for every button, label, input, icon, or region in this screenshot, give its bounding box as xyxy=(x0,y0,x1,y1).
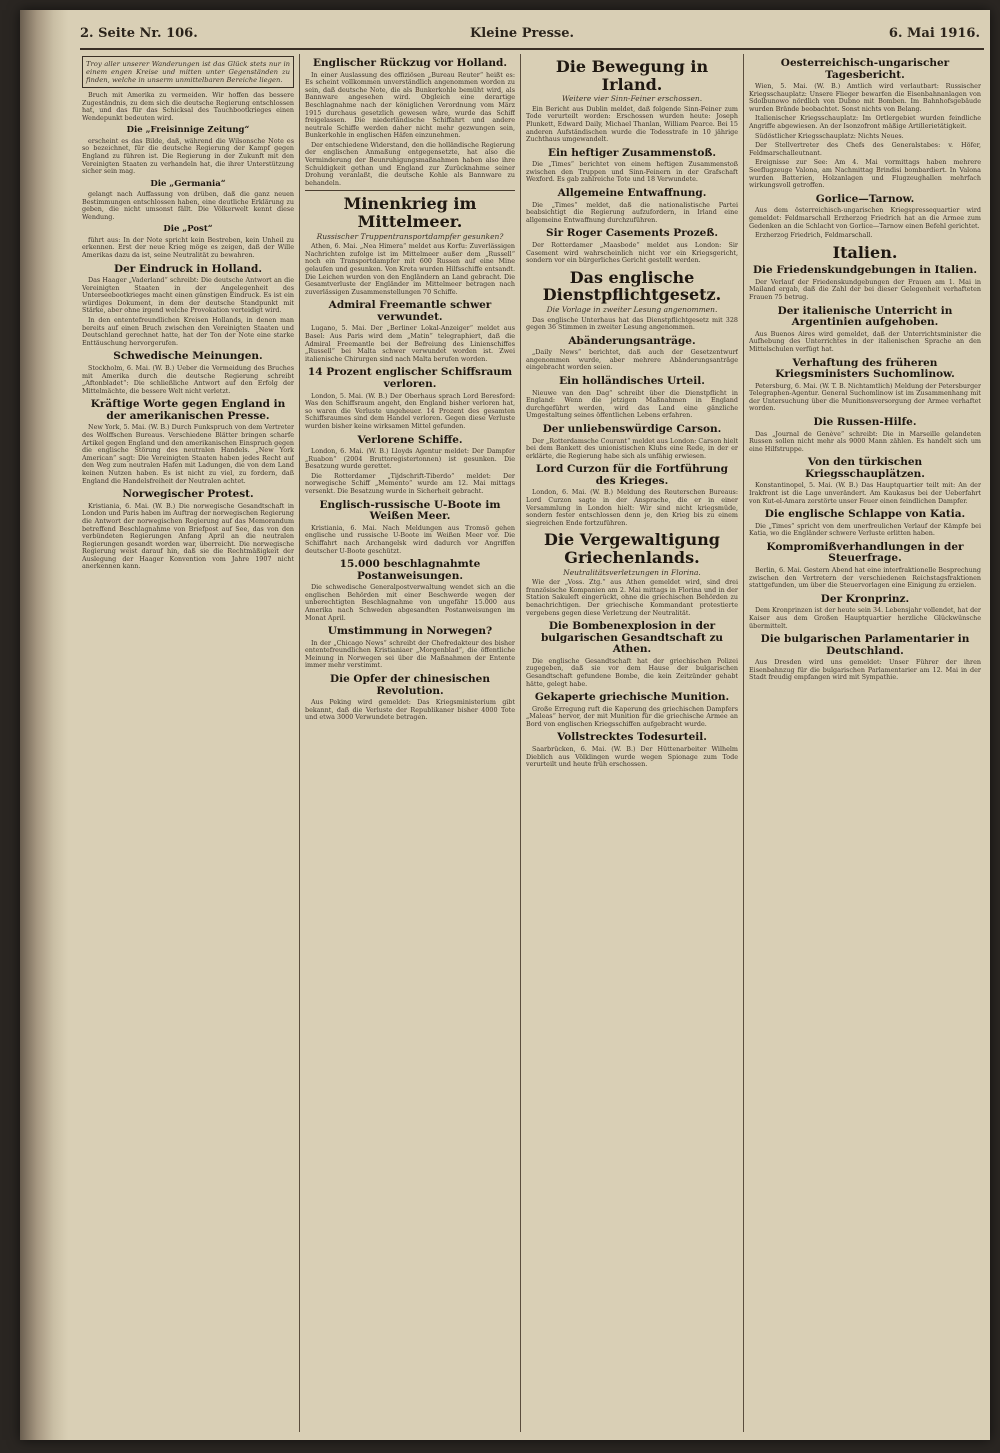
article-headline: Die Russen-Hilfe. xyxy=(813,416,917,428)
article-paragraph: Wie der „Voss. Ztg.“ aus Athen gemeldet wird, sind drei französische Kompanien am 2. Mai mittags in Florina und in der Station Sakuleft eingerückt, ohne die griechischen Behörden zu benachrichtigen. Der griechische Kommandant protestierte vergebens gegen diese Verletzung der Neutralität. xyxy=(526,578,738,617)
page-binding xyxy=(20,10,68,1440)
issue-date: 6. Mai 1916. xyxy=(888,26,980,41)
article-headline: Umstimmung in Norwegen? xyxy=(327,625,493,638)
article-paragraph: Der „Rotterdamsche Courant“ meldet aus London: Carson hielt bei dem Bankett des unionistischen Klubs eine Rede, in der er erklärte, die Regierung habe sich als unfähig erwiesen. xyxy=(526,436,738,460)
article-paragraph: Das Haager „Vaderland“ schreibt: Die deutsche Antwort an die Vereinigten Staaten in der Angelegenheit des Unterseebootkrieges macht einen günstigen Eindruck. Es ist ein würdiges Dokument, in dem der deutsche Standpunkt mit Stärke, aber ohne irgend welche Provokation verteidigt wird. xyxy=(82,276,294,315)
article-paragraph: Das englische Unterhaus hat das Dienstpflichtgesetz mit 328 gegen 36 Stimmen in zweiter Lesung angenommen. xyxy=(526,315,738,332)
article-paragraph: Die englische Gesandtschaft hat der griechischen Polizei zugegeben, daß sie vor dem Hause der bulgarischen Gesandtschaft gefundene Bombe, die kein Zeitzünder gehabt hätte, gelegt habe. xyxy=(526,656,738,688)
article-paragraph: London, 5. Mai. (W. B.) Der Oberhaus sprach Lord Beresford: Was den Schiffsraum angeht, den England bisher verloren hat, so waren die Verluste ungeheuer. 14 Prozent des gesamten Schiffsraumes sind dem Handel verloren. Gegen diese Verluste wurden bisher keine wirksamen Mittel gefunden. xyxy=(305,391,515,430)
article-headline: Ein holländisches Urteil. xyxy=(559,375,705,388)
article-paragraph: In der „Chicago News“ schreibt der Chefredakteur des bisher ententefreundlichen Kristianiaer „Morgenblad“, die öffentliche Meinung in Norwegen sei über die Maßnahmen der Entente immer mehr verstimmt. xyxy=(305,638,515,670)
article-paragraph: Die schwedische Generalpostverwaltung wendet sich an die englischen Behörden mit einer Beschwerde wegen der unberechtigten Beschlagnahme von ungefähr 15.000 aus Amerika nach Schweden abgesandten Postanweisungen im Monat April. xyxy=(305,583,515,622)
article-paragraph: Aus Dresden wird uns gemeldet: Unser Führer der ihren Eisenbahnzug für die bulgarischen Parlamentarier am 12. Mai in der Stadt freudig empfangen wird mit Sympathie. xyxy=(749,658,981,682)
article-headline: Lord Curzon für die Fortführung des Krieges. xyxy=(536,463,728,487)
article-paragraph: New York, 5. Mai. (W. B.) Durch Funkspruch von dem Vertreter des Wolffschen Bureaus. Verschiedene Blätter bringen scharfe Artikel gegen England und den amerikanischen Einspruch gegen die englische Störung des neutralen Handels. „New York American“ sagt: Die Vereinigten Staaten haben jedes Recht auf den Weg zum neutralen Hafen mit Ladungen, die von dem Land keinen Nutzen haben. Es ist nicht zu viel, zu fordern, daß England die Handelsfreiheit der Neutralen achtet. xyxy=(82,423,294,485)
article-paragraph: Kristiania, 6. Mai. Nach Meldungen aus Tromsö gehen englische und russische U-Boote im Weißen Meer vor. Die Schiffahrt nach Archangelsk wird dadurch vor Angriffen deutscher U-Boote geschützt. xyxy=(305,523,515,555)
article-headline: Allgemeine Entwaffnung. xyxy=(557,187,707,200)
article-headline: 15.000 beschlagnahmte Postanweisungen. xyxy=(339,558,481,582)
article-paragraph: In den ententefreundlichen Kreisen Hollands, in denen man bereits auf einen Bruch zwischen den Vereinigten Staaten und Deutschland gerechnet hatte, hat der Ton der Note eine starke Enttäuschung hervorgerufen. xyxy=(82,316,294,347)
article-paragraph: Ereignisse zur See: Am 4. Mai vormittags haben mehrere Seeflugzeuge Valona, am Nachmittag Brindisi bombardiert. In Valona wurden Batterien, Holzanlagen und Flugzeughallen mehrfach wirkungsvoll getroffen. xyxy=(749,158,981,190)
article-paragraph: Bruch mit Amerika zu vermeiden. Wir hoffen das bessere Zugeständnis, zu dem sich die deutsche Regierung entschlossen hat, und das für das Schicksal des Tauchbootkrieges einen Wendepunkt bedeuten wird. xyxy=(82,91,294,122)
article-paragraph: Wien, 5. Mai. (W. B.) Amtlich wird verlautbart: Russischer Kriegsschauplatz: Unsere Flieger bewarfen die Eisenbahnanlagen von Sdolbunowo nördlich von Dubno mit Bomben. Im Bahnhofsgebäude wurden Brände beobachtet. Sonst nichts von Belang. xyxy=(749,82,981,113)
section-rule xyxy=(305,190,515,191)
article-paragraph: Der Rotterdamer „Maasbode“ meldet aus London: Sir Casement wird wahrscheinlich nicht vor ein Kriegsgericht, sondern vor ein bürgerliches Gericht gestellt werden. xyxy=(526,240,738,265)
article-headline: Der unliebenswürdige Carson. xyxy=(542,422,722,435)
article-paragraph: Erzherzog Friedrich, Feldmarschall. xyxy=(755,231,873,240)
article-headline: Die Vergewaltigung Griechenlands. xyxy=(544,530,720,567)
article-headline: Die „Freisinnige Zeitung“ xyxy=(126,125,250,136)
article-paragraph: Große Erregung ruft die Kaperung des griechischen Dampfers „Maleas“ hervor, der mit Munition für die griechische Armee an Bord von englischen Kriegsschiffen aufgebracht wurde. xyxy=(526,704,738,728)
article-paragraph: Konstantinopel, 5. Mai. (W. B.) Das Hauptquartier teilt mit: An der Irakfront ist die Lage unverändert. Am Kaukasus bei der Ueberfahrt von Kut-el-Amara zerstörte unser Feuer einen feindlichen Dampfer. xyxy=(749,481,981,505)
article-paragraph: Berlin, 6. Mai. Gestern Abend hat eine interfraktionelle Besprechung zwischen den Vertretern der verschiedenen Reichstagsfraktionen stattgefunden, um über die Steuervorlagen eine Einigung zu erzielen. xyxy=(749,566,981,590)
article-headline: Die „Germania“ xyxy=(150,178,226,189)
article-headline: Die bulgarischen Parlamentarier in Deutschland. xyxy=(760,633,970,657)
article-paragraph: Athen, 6. Mai. „Nea Himera“ meldet aus Korfu: Zuverlässigen Nachrichten zufolge ist im Mittelmeer außer dem „Russell“ noch ein Transportdampfer mit 600 Russen auf eine Mine gelaufen und gesunken. Von Kreta wurden Hilfsschiffe entsandt. Die Leichen wurden von den Engländern an Land gebracht. Die Gesamtverluste der Engländer im Mittelmeer betragen nach zuverlässigen Zusammenstellungen 70 Schiffe. xyxy=(305,242,515,296)
article-headline: Die Opfer der chinesischen Revolution. xyxy=(330,673,490,697)
article-paragraph: London, 6. Mai. (W. B.) Meldung des Reuterschen Bureaus: Lord Curzon sagte in der Ansprache, die er in einer Versammlung in London hielt: Wir sind nicht kriegsmüde, sondern fester entschlossen denn je, den Krieg bis zu einem siegreichen Ende fortzuführen. xyxy=(526,488,738,527)
article-paragraph: Die Rotterdamer „Tijdschrift-Tiberdo“ meldet: Der norwegische Schiff „Memento“ wurde am 12. Mai mittags versenkt. Die Besatzung wurde in Sicherheit gebracht. xyxy=(305,471,515,496)
article-paragraph: Die „Times“ spricht von dem unerfreulichen Verlauf der Kämpfe bei Katia, wo die Engländer schwere Verluste erlitten haben. xyxy=(749,521,981,538)
article-headline: Verlorene Schiffe. xyxy=(357,433,463,446)
article-headline: Die „Post“ xyxy=(163,224,213,235)
column-1 xyxy=(82,54,294,1432)
article-subheadline: Neutralitätsverletzungen in Florina. xyxy=(563,567,701,577)
article-headline: Kräftige Worte gegen England in der amerikanischen Presse. xyxy=(90,398,286,422)
column-divider xyxy=(520,54,521,1432)
article-paragraph: Stockholm, 6. Mai. (W. B.) Ueber die Vermeidung des Bruches mit Amerika durch die deutsche Regierung schreibt „Aftonbladet“: Die schließliche Antwort auf den Erfolg der Mittelmächte, die bessere Welt nicht verletzt. xyxy=(82,363,294,395)
article-headline: Abänderungsanträge. xyxy=(568,334,696,347)
article-paragraph: Petersburg, 6. Mai. (W. T. B. Nichtamtlich) Meldung der Petersburger Telegraphen-Agentur. General Suchomlinow ist im Zusammenhang mit der Untersuchung über die Munitionsversorgung der Armee verhaftet worden. xyxy=(749,381,981,413)
column-4 xyxy=(749,54,981,1432)
article-paragraph: Der Stellvertreter des Chefs des Generalstabes: v. Höfer, Feldmarschalleutnant. xyxy=(749,141,981,157)
article-headline: Gorlice—Tarnow. xyxy=(815,192,915,205)
article-paragraph: Der Verlauf der Friedenskundgebungen der Frauen am 1. Mai in Mailand ergab, daß die Zahl der bei dieser Gelegenheit verhafteten Frauen 75 betrug. xyxy=(749,277,981,302)
article-paragraph: Nieuwe van den Dag“ schreibt über die Dienstpflicht in England: Wenn die jetzigen Maßnahmen in England durchgeführt werden, wird das Land eine gänzliche Umgestaltung seines öffentlichen Lebens erfahren. xyxy=(526,388,738,420)
article-paragraph: Ein Bericht aus Dublin meldet, daß folgende Sinn-Feiner zum Tode verurteilt worden: Erschossen wurden heute: Joseph Plunkett, Edward Daily, Michael Thanlan, William Pearce. Bei 15 anderen Aufständischen wurde die Todesstrafe in 10 jährige Zuchthaus umgewandelt. xyxy=(526,104,738,144)
article-headline: Norwegischer Protest. xyxy=(122,488,254,501)
article-paragraph: Aus Peking wird gemeldet: Das Kriegsministerium gibt bekannt, daß die Verluste der Republikaner bisher 4000 Tote und etwa 3000 Verwundete betragen. xyxy=(305,698,515,722)
article-paragraph: Dem Kronprinzen ist der heute sein 34. Lebensjahr vollendet, hat der Kaiser aus dem Großen Hauptquartier herzliche Glückwünsche übermittelt. xyxy=(749,606,981,630)
article-headline: Der Kronprinz. xyxy=(820,592,910,605)
running-header xyxy=(80,24,984,50)
page-number: 2. Seite Nr. 106. xyxy=(80,26,198,41)
article-headline: Die Bewegung in Irland. xyxy=(555,57,709,94)
article-headline: Schwedische Meinungen. xyxy=(113,350,263,363)
article-headline: Das englische Dienstpflichtgesetz. xyxy=(542,267,722,305)
column-2 xyxy=(305,54,515,1432)
article-headline: Gekaperte griechische Munition. xyxy=(534,691,730,704)
article-headline: Kompromißverhandlungen in der Steuerfrage. xyxy=(766,540,964,565)
column-3 xyxy=(526,54,738,1432)
article-paragraph: Der entschiedene Widerstand, den die holländische Regierung der englischen Anmaßung entgegensetzte, hat also die Verminderung der Beunruhigungsmaßnahmen haben also ihre Schuldigkeit gethan und England zur Zurücknahme seiner Drohung veranlaßt, die deutsche Kohle als Bannware zu behandeln. xyxy=(305,140,515,187)
article-headline: Ein heftiger Zusammenstoß. xyxy=(547,146,717,159)
article-subheadline: Die Vorlage in zweiter Lesung angenommen. xyxy=(546,304,718,314)
article-paragraph: führt aus: In der Note spricht kein Bestreben, kein Unheil zu erkennen. Erst der neue Krieg möge es zeigen, daß der Wille Amerikas dazu da ist, seine Neutralität zu bewahren. xyxy=(82,235,294,259)
article-paragraph: Aus dem österreichisch-ungarischen Kriegspressequartier wird gemeldet: Feldmarschall Erzherzog Friedrich hat an die Armee zum Gedenken an die Schlacht von Gorlice—Tarnow einen Befehl gerichtet. xyxy=(749,206,981,230)
column-divider xyxy=(743,54,744,1432)
article-headline: Der Eindruck in Holland. xyxy=(113,262,263,275)
article-paragraph: Südöstlicher Kriegsschauplatz: Nichts Neues. xyxy=(755,131,904,140)
article-paragraph: erscheint es das Bilde, daß, während die Wilsonsche Note es so bezeichnet, für die deutsche Regierung der Kampf gegen England zu führen ist. Die Regierung in der Zukunft mit den Vereinigten Staaten zu verhandeln hat, die ihrer Unterstützung sicher sein mag. xyxy=(82,136,294,176)
article-subheadline: Weitere vier Sinn-Feiner erschossen. xyxy=(561,94,703,104)
article-headline: Italien. xyxy=(832,242,898,262)
article-paragraph: Saarbrücken, 6. Mai. (W. B.) Der Hüttenarbeiter Wilhelm Dieblich aus Völklingen wurde wegen Spionage zum Tode verurteilt und heute früh erschossen. xyxy=(526,744,738,769)
article-headline: Verhaftung des früheren Kriegsministers Suchomlinow. xyxy=(775,356,955,381)
article-headline: Englischer Rückzug vor Holland. xyxy=(312,57,507,69)
article-paragraph: Italienischer Kriegsschauplatz: Im Ortlergebiet wurden feindliche Angriffe abgewiesen. An der Isonzofront mäßige Artillerietätigkeit. xyxy=(749,114,981,131)
article-paragraph: Aus Buenos Aires wird gemeldet, daß der Unterrichtsminister die Aufhebung des Unterrichtes in der italienischen Sprache an den Mittelschulen verfügt hat. xyxy=(749,329,981,353)
article-headline: Die Friedenskundgebungen in Italien. xyxy=(752,264,978,277)
article-paragraph: gelangt nach Auffassung von drüben, daß die ganz neuen Bestimmungen entschlossen haben, eine deutliche Erklärung zu geben, die nicht umsonst fällt. Die Völkerwelt kennt diese Wendung. xyxy=(82,190,294,221)
article-paragraph: London, 6. Mai. (W. B.) Lloyds Agentur meldet: Der Dampfer „Ruabon“ (2004 Bruttoregistertonnen) ist gesunken. Die Besatzung wurde gerettet. xyxy=(305,447,515,471)
article-headline: Die englische Schlappe von Katia. xyxy=(764,508,966,521)
article-paragraph: Kristiania, 6. Mai. (W. B.) Die norwegische Gesandtschaft in London und Paris haben im Auftrag der norwegischen Regierung die Antwort der norwegischen Regierung auf das Memorandum betreffend Beschlagnahme von Briefpost auf See, das von den verbündeten Regierungen Anfang April an die neutralen Regierungen gesandt worden war, überreicht. Die norwegische Regierung weist darauf hin, daß sie die Rechtmäßigkeit der Auslegung der Haager Konvention vom Jahre 1907 nicht anerkennen kann. xyxy=(82,501,294,571)
article-paragraph: Die „Times“ berichtet von einem heftigen Zusammenstoß zwischen den Truppen und Sinn-Feinern in der Grafschaft Wexford. Es gab zahlreiche Tote und 18 Verwundete. xyxy=(526,160,738,184)
article-paragraph: In einer Auslassung des offiziösen „Bureau Reuter“ heißt es: Es scheint vollkommen unverständlich angenommen worden zu sein, daß deutsche Note, die als Bunkerkohle bemüht wird, als Bannware angesehen wird. Obgleich eine derartige Beschlagnahme nach der königlichen Verordnung vom März 1915 durchaus gesetzlich gewesen wäre, wurde das Schiff freigelassen. Die niederländische Schiffahrt und andere neutrale Schiffe werden daher nicht mehr gezwungen sein, Bunkerkohle in englischen Häfen einzunehmen. xyxy=(305,70,515,140)
article-headline: Minenkrieg im Mittelmeer. xyxy=(343,194,477,232)
article-headline: Admiral Freemantle schwer verwundet. xyxy=(328,299,492,323)
newspaper-title: Kleine Presse. xyxy=(470,26,575,41)
article-headline: Oesterreichisch-ungarischer Tagesbericht. xyxy=(780,57,950,81)
article-paragraph: Das „Journal de Genève“ schreibt: Die in Marseille gelandeten Russen sollen nicht mehr als 9000 Mann zählen. Es handelt sich um eine Hilfstruppe. xyxy=(749,429,981,453)
article-subheadline: Russischer Truppentransportdampfer gesunken? xyxy=(316,231,504,241)
quote-box: Troy aller unserer Wanderungen ist das Glück stets nur in einem engen Kreise und mitten unter Gegenständen zu finden, welche in unserm unmittelbaren Bereiche liegen. xyxy=(82,56,294,88)
article-headline: Sir Roger Casements Prozeß. xyxy=(546,227,718,240)
article-paragraph: „Daily News“ berichtet, daß auch der Gesetzentwurf angenommen wurde, aber mehrere Abänderungsanträge eingebracht worden seien. xyxy=(526,348,738,372)
article-headline: 14 Prozent englischer Schiffsraum verloren. xyxy=(307,366,513,390)
article-headline: Englisch-russische U-Boote im Weißen Meer. xyxy=(319,498,501,523)
article-paragraph: Lugano, 5. Mai. Der „Berliner Lokal-Anzeiger“ meldet aus Basel: Aus Paris wird dem „Matin“ telegraphiert, daß die Admiral Freemantle bei der Befreiung des Linienschiffes „Russell“ bei Malta schwer verwundet worden ist. Zwei italienische Chirurgen sind nach Malta berufen worden. xyxy=(305,324,515,363)
article-headline: Die Bombenexplosion in der bulgarischen Gesandtschaft zu Athen. xyxy=(540,620,724,656)
article-paragraph: Die „Times“ meldet, daß die nationalistische Partei beabsichtigt die Regierung aufzufordern, in Irland eine allgemeine Entwaffnung durchzuführen. xyxy=(526,200,738,224)
article-headline: Von den türkischen Kriegsschauplätzen. xyxy=(805,456,925,480)
column-divider xyxy=(299,54,300,1432)
newspaper-page xyxy=(20,10,990,1440)
article-headline: Vollstrecktes Todesurteil. xyxy=(557,731,707,744)
article-headline: Der italienische Unterricht in Argentinien aufgehoben. xyxy=(777,304,953,329)
